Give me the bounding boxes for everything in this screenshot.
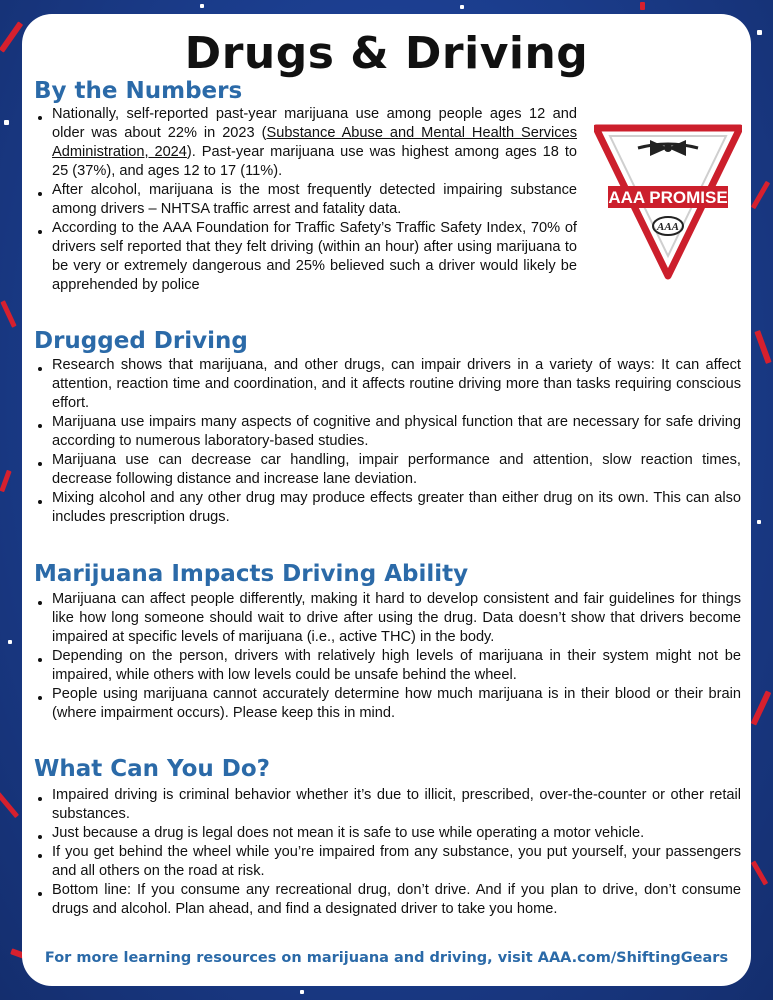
list-drugged-driving (34, 356, 741, 527)
list-item: Marijuana use can decrease car handling, impair performance and attention, slow reaction times, decrease following distance and increase lane deviation. (34, 451, 741, 489)
list-item: According to the AAA Foundation for Traffic Safety’s Traffic Safety Index, 70% of drivers self reported that they felt driving (within an hour) after using marijuana to be very or extremely dangerous and 25% believed such a driver would likely be apprehended by police (34, 219, 577, 295)
list-item: After alcohol, marijuana is the most frequently detected impairing substance among drivers – NHTSA traffic arrest and fatality data. (34, 181, 577, 219)
list-item: Mixing alcohol and any other drug may produce effects greater than either drug on its own. This can also includes prescription drugs. (34, 489, 741, 527)
flyer-card (22, 14, 751, 986)
list-marijuana-impacts (34, 590, 741, 723)
list-item: Bottom line: If you consume any recreational drug, don’t drive. And if you plan to drive, don’t consume drugs and alcohol. Plan ahead, and find a designated driver to take you home. (34, 881, 741, 919)
list-item: Impaired driving is criminal behavior whether it’s due to illicit, prescribed, over-the-counter or other retail substances. (34, 786, 741, 824)
list-item: Research shows that marijuana, and other drugs, can impair drivers in a variety of ways: It can affect attention, reaction time and coordination, and it affects routine driving more than tasks requiring conscious effort. (34, 356, 741, 413)
list-item: Marijuana can affect people differently, making it hard to develop consistent and fair guidelines for things like how long someone should wait to drive after using the drug. Data doesn’t show that drivers become impaired at specific levels of marijuana (i.e., active THC) in the body. (34, 590, 741, 647)
list-item: Just because a drug is legal does not mean it is safe to use while operating a motor vehicle. (34, 824, 741, 843)
page-title: Drugs & Driving (184, 28, 589, 79)
logo-aaa-text: AAA (656, 221, 680, 233)
heading-drugged-driving: Drugged Driving (34, 328, 248, 354)
list-item: Depending on the person, drivers with relatively high levels of marijuana in their system might not be impaired, while others with low levels could be unsafe behind the wheel. (34, 647, 741, 685)
heading-marijuana-impacts: Marijuana Impacts Driving Ability (34, 561, 469, 587)
list-item: Nationally, self-reported past-year marijuana use among people ages 12 and older was about 22% in 2023 (Substance Abuse and Mental Health Services Administration, 2024). Past-year marijuana use was highest among ages 18 to 25 (37%), and ages 12 to 17 (11%). (34, 105, 577, 181)
heading-what-can-you-do: What Can You Do? (34, 756, 271, 782)
footer-resources: For more learning resources on marijuana and driving, visit AAA.com/ShiftingGears (44, 950, 729, 966)
logo-text: AAA PROMISE (608, 188, 728, 207)
list-what-can-you-do (34, 786, 741, 919)
heading-by-the-numbers: By the Numbers (34, 78, 243, 104)
list-item: If you get behind the wheel while you’re impaired from any substance, you put yourself, your passengers and all others on the road at risk. (34, 843, 741, 881)
list-by-the-numbers (34, 105, 577, 295)
aaa-promise-logo (594, 120, 742, 280)
source-citation: Substance Abuse and Mental Health Services Administration, 2024 (52, 125, 578, 160)
list-item: People using marijuana cannot accurately determine how much marijuana is in their blood or their brain (where impairment occurs). Please keep this in mind. (34, 685, 741, 723)
list-item: Marijuana use impairs many aspects of cognitive and physical function that are necessary for safe driving according to numerous laboratory-based studies. (34, 413, 741, 451)
